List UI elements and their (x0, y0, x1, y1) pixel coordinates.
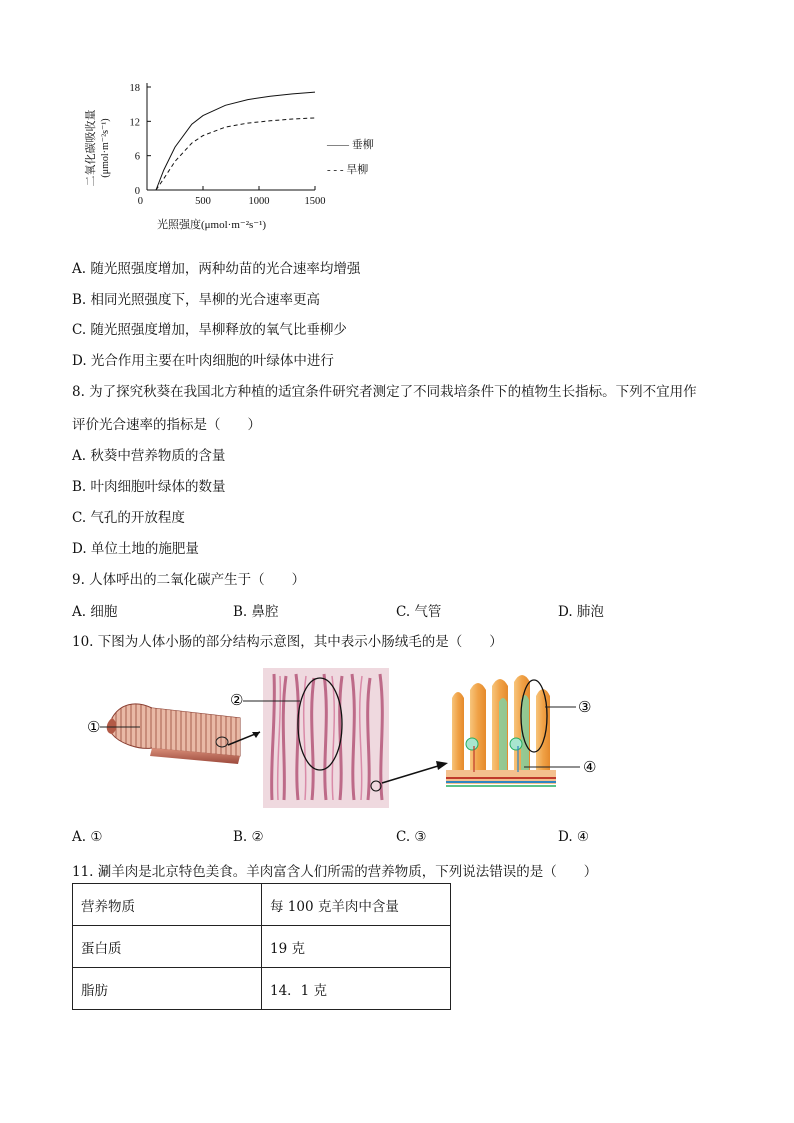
q10-option-b: B. ② (233, 829, 264, 845)
series-line-1 (156, 92, 315, 190)
q8-option-c: C. 气孔的开放程度 (72, 510, 185, 526)
table-cell: 脂肪 (73, 968, 262, 1010)
x-tick-label: 500 (195, 196, 211, 207)
legend-entry: —— 垂柳 (327, 139, 374, 151)
q7-option-a: A. 随光照强度增加，两种幼苗的光合速率均增强 (72, 261, 361, 277)
histology-section-image (263, 668, 389, 808)
q10-option-a: A. ① (72, 829, 103, 845)
table-cell: 14．1 克 (262, 968, 451, 1010)
q10-option-c: C. ③ (396, 829, 427, 845)
photosynthesis-chart (70, 70, 390, 240)
q9-option-b: B. 鼻腔 (233, 604, 279, 620)
label-4: ④ (583, 758, 597, 776)
y-tick-label: 18 (129, 83, 140, 94)
label-1: ① (87, 718, 101, 736)
q8-option-b: B. 叶肉细胞叶绿体的数量 (72, 479, 226, 495)
y-axis-label: 二氧化碳吸收量 (85, 109, 97, 187)
q8-stem-line2: 评价光合速率的指标是（ ） (72, 417, 261, 433)
table-cell: 蛋白质 (73, 926, 262, 968)
table-cell: 19 克 (262, 926, 451, 968)
q7-option-d: D. 光合作用主要在叶肉细胞的叶绿体中进行 (72, 353, 334, 369)
table-row (73, 926, 451, 968)
x-tick-label: 1000 (248, 196, 270, 207)
label-3: ③ (578, 698, 592, 716)
label-2: ② (230, 691, 244, 709)
x-tick-label: 0 (137, 196, 143, 207)
table-header-cell: 营养物质 (73, 884, 262, 926)
legend-entry: - - - 旱柳 (327, 164, 369, 176)
table-row (73, 968, 451, 1010)
q7-option-c: C. 随光照强度增加，旱柳释放的氧气比垂柳少 (72, 322, 347, 338)
x-tick-label: 1500 (304, 196, 326, 207)
q11-stem: 11. 涮羊肉是北京特色美食。羊肉富含人们所需的营养物质，下列说法错误的是（ ） (72, 864, 598, 880)
q9-option-c: C. 气管 (396, 604, 442, 620)
y-axis-unit: (μmol·m⁻²s⁻¹) (100, 118, 111, 178)
q7-option-b: B. 相同光照强度下，旱柳的光合速率更高 (72, 292, 321, 308)
small-intestine-figure (80, 660, 620, 815)
q9-option-d: D. 肺泡 (558, 604, 604, 620)
y-tick-label: 12 (129, 117, 140, 129)
q10-option-d: D. ④ (558, 829, 590, 845)
y-tick-label: 6 (134, 151, 140, 163)
q8-option-a: A. 秋葵中营养物质的含量 (72, 448, 226, 464)
x-axis-label: 光照强度(μmol·m⁻²s⁻¹) (157, 219, 267, 231)
nutrition-table (72, 883, 451, 1010)
villi-schematic-image (446, 675, 556, 786)
q9-stem: 9. 人体呼出的二氧化碳产生于（ ） (72, 572, 306, 588)
q9-option-a: A. 细胞 (72, 604, 118, 620)
q10-stem: 10. 下图为人体小肠的部分结构示意图，其中表示小肠绒毛的是（ ） (72, 634, 503, 650)
table-header-row (73, 884, 451, 926)
q8-option-d: D. 单位土地的施肥量 (72, 541, 199, 557)
table-header-cell: 每 100 克羊肉中含量 (262, 884, 451, 926)
intestine-segment-image (107, 704, 240, 764)
y-tick-label: 0 (134, 186, 140, 197)
q8-stem-line1: 8. 为了探究秋葵在我国北方种植的适宜条件研究者测定了不同栽培条件下的植物生长指标。下列不宜用作 (72, 384, 697, 400)
series-line-2 (156, 118, 315, 190)
